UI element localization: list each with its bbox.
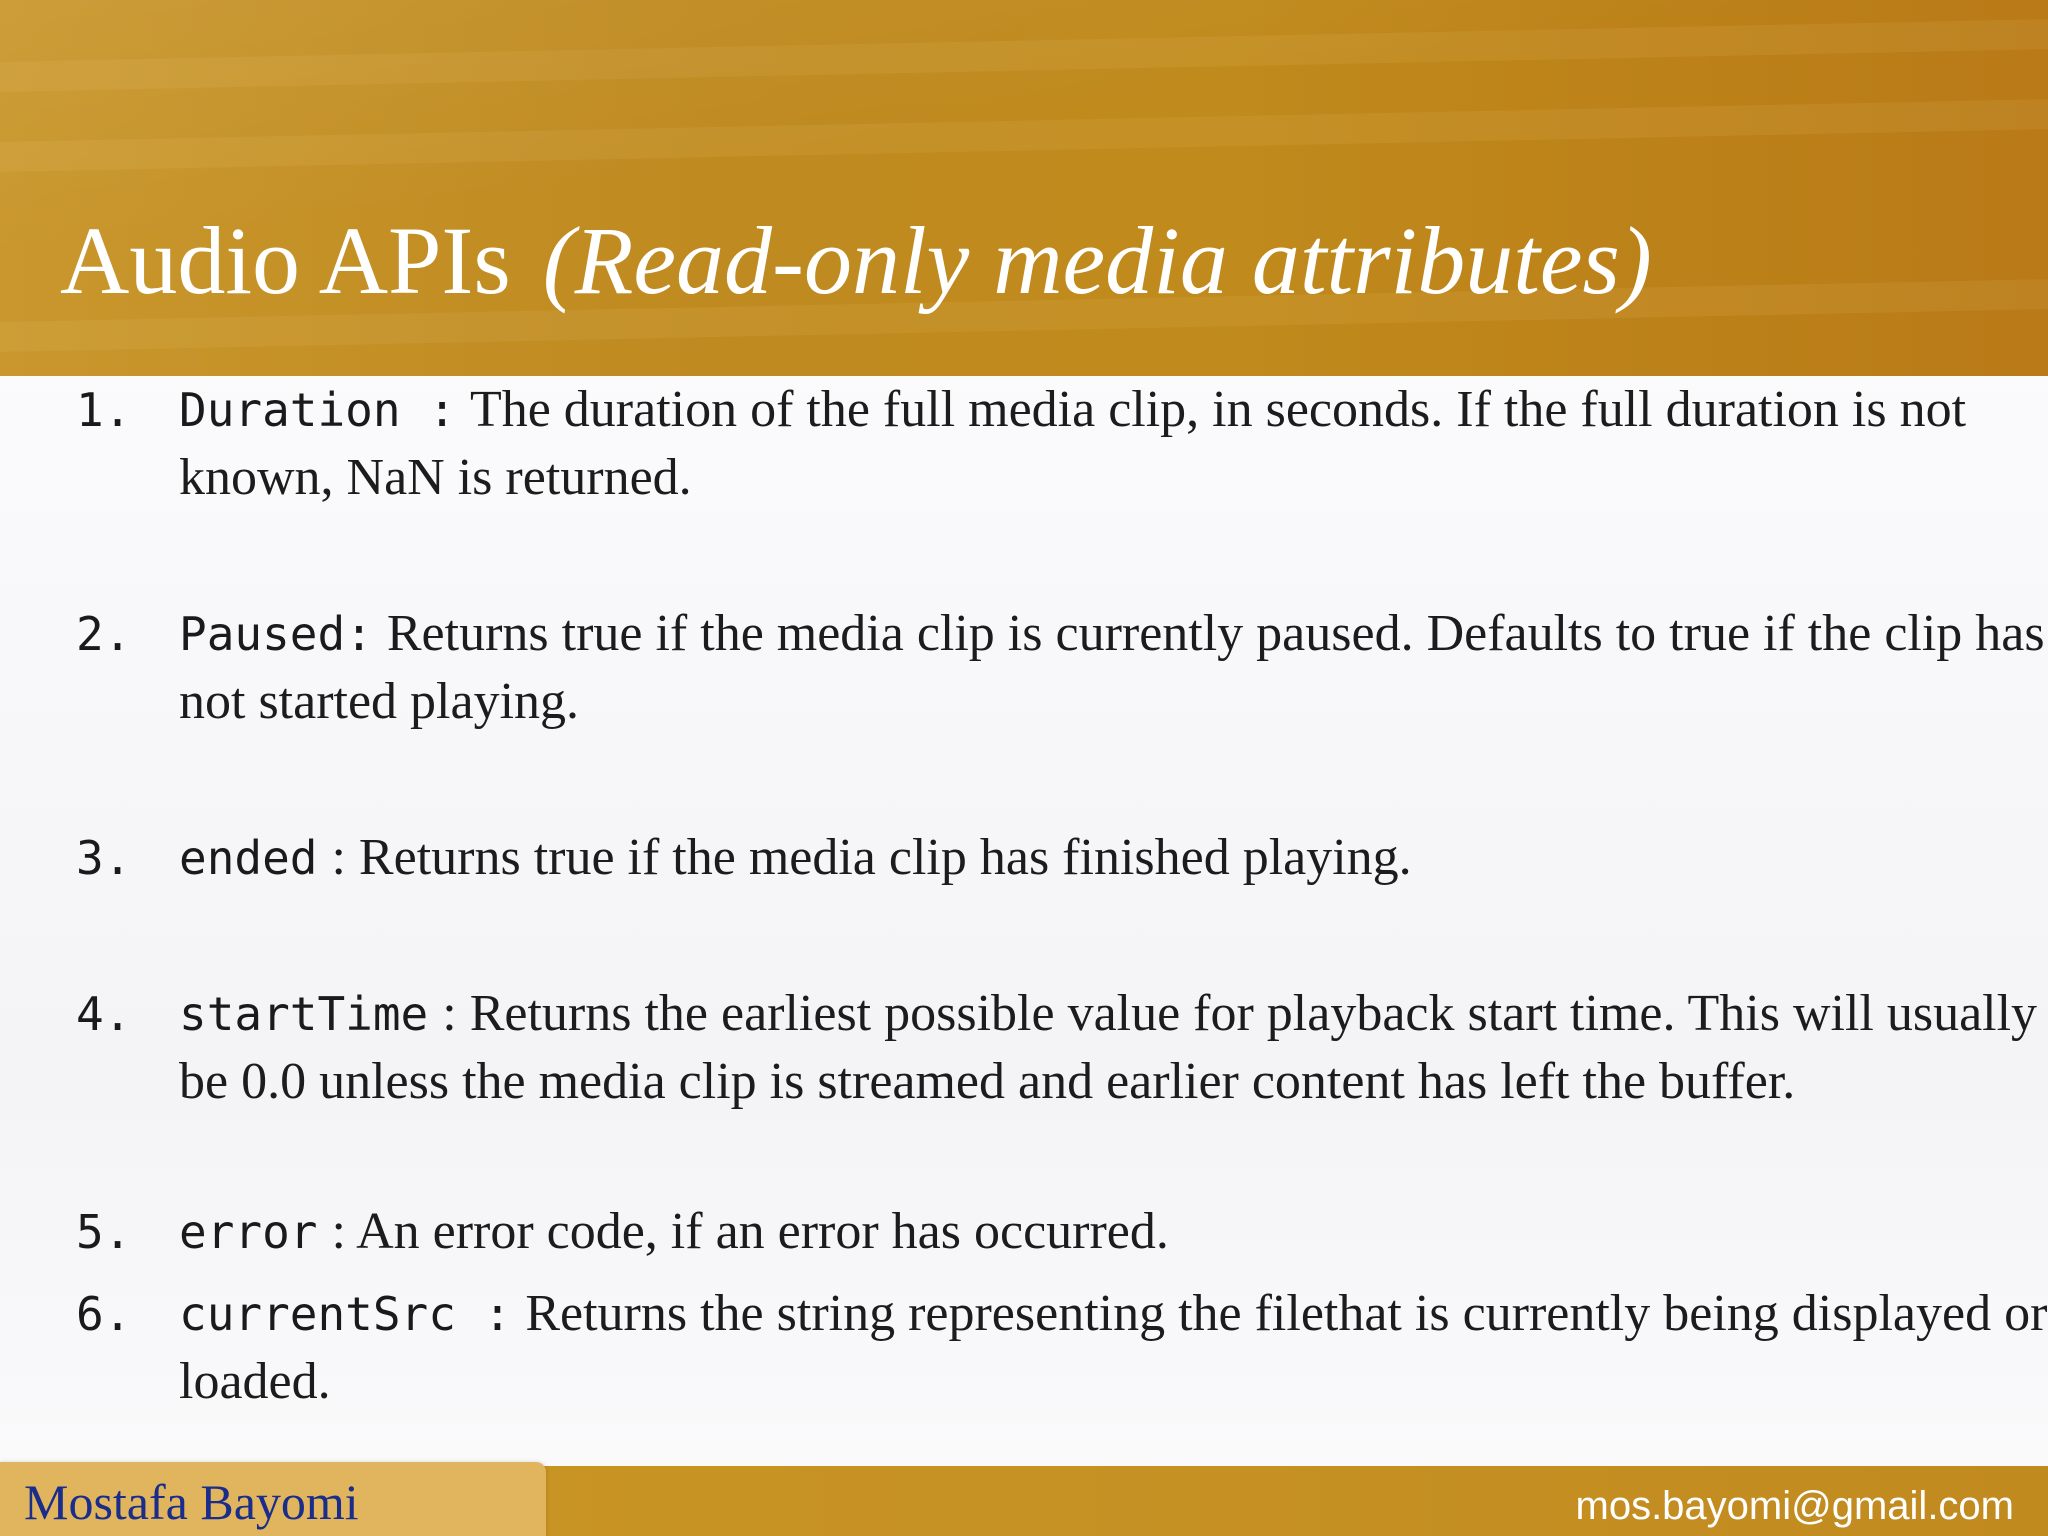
item-description: : Returns true if the media clip has finished playing. — [331, 829, 1412, 886]
banner-texture — [0, 96, 2048, 174]
item-description: : Returns the earliest possible value for playback start time. This will usually be 0.0 unless the media clip is streamed and earlier content has left the buffer. — [179, 985, 2038, 1110]
slide-title-main: Audio APIs — [60, 207, 511, 314]
item-description: : An error code, if an error has occurred. — [331, 1203, 1169, 1260]
slide-subtitle: (Read-only media attributes) — [542, 207, 1652, 314]
item-description: Returns the string representing the filethat is currently being displayed or loaded. — [179, 1285, 2048, 1410]
item-description: Returns true if the media clip is currently paused. Defaults to true if the clip has not started playing. — [179, 605, 2045, 730]
slide-title — [60, 196, 1652, 326]
item-term: Paused: — [179, 607, 373, 661]
item-body — [179, 376, 2048, 512]
item-term: Duration : — [179, 383, 456, 437]
item-body — [179, 980, 2048, 1116]
item-number: 1. — [76, 383, 132, 437]
item-number: 4. — [76, 987, 132, 1041]
item-number: 6. — [76, 1287, 132, 1341]
banner-texture — [0, 16, 2048, 94]
item-description: The duration of the full media clip, in seconds. If the full duration is not known, NaN is returned. — [179, 381, 1967, 506]
item-number: 3. — [76, 831, 132, 885]
item-term: startTime — [179, 987, 429, 1041]
item-term: ended — [179, 831, 318, 885]
attribute-list — [0, 376, 2048, 1466]
item-term: error — [179, 1205, 318, 1259]
item-term: currentSrc : — [179, 1287, 512, 1341]
author-name: Mostafa Bayomi — [24, 1474, 359, 1530]
item-body — [179, 1280, 2048, 1416]
item-number: 5. — [76, 1205, 132, 1259]
item-number: 2. — [76, 607, 132, 661]
author-email: mos.bayomi@gmail.com — [1575, 1484, 2014, 1528]
item-body — [179, 600, 2048, 736]
item-body — [179, 824, 2048, 892]
item-body — [179, 1198, 2048, 1266]
title-banner — [0, 0, 2048, 376]
